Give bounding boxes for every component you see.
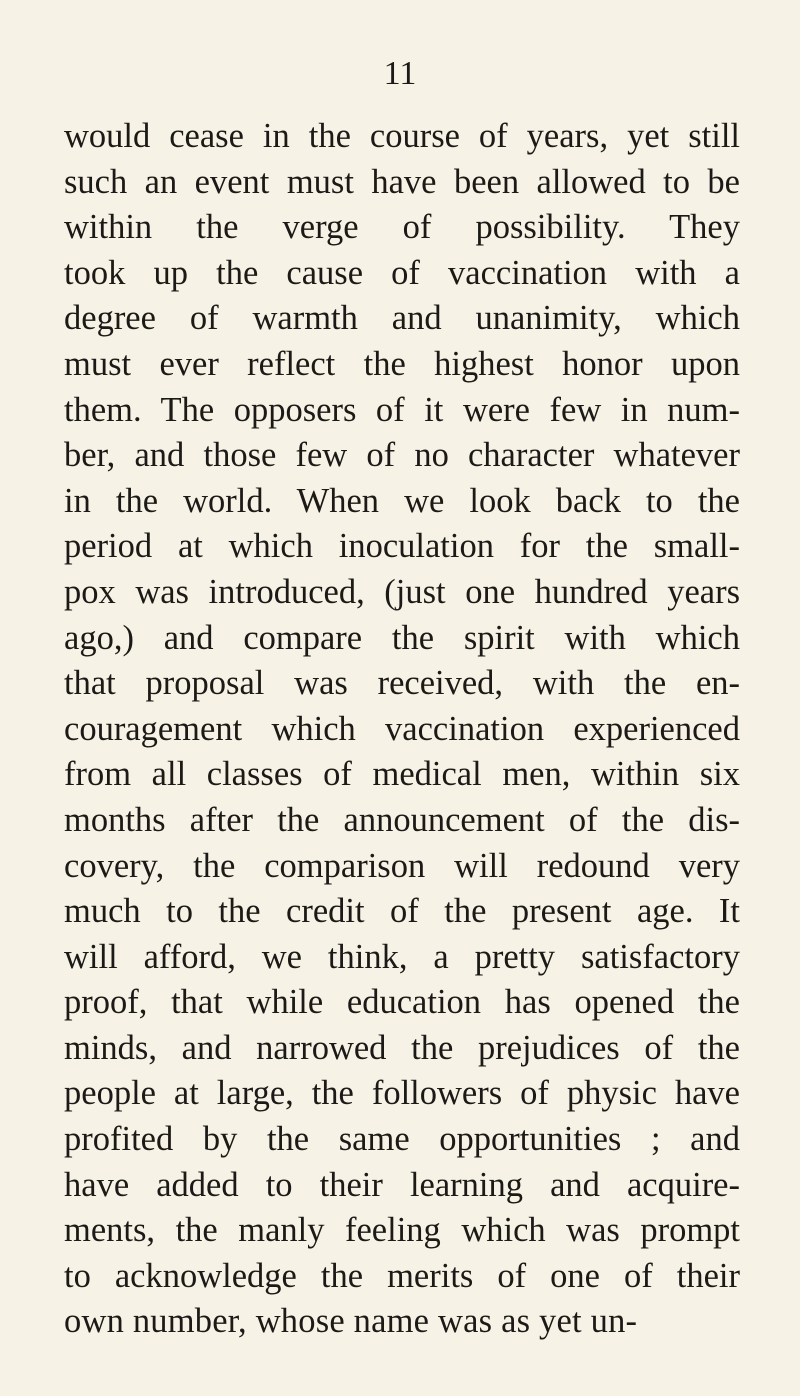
text-line: would cease in the course of years, yet still [64, 117, 740, 155]
text-line: degree of warmth and unanimity, which [64, 299, 740, 338]
text-line: ago,) and compare the spirit with which [64, 618, 740, 657]
text-line: that proposal was received, with the en- [64, 664, 740, 703]
text-line: period at which inoculation for the small- [64, 527, 740, 566]
text-line: have added to their learning and acquire- [64, 1165, 740, 1204]
text-line: from all classes of medical men, within six [64, 755, 740, 794]
text-line: people at large, the followers of physic have [64, 1074, 740, 1113]
text-line: to acknowledge the merits of one of their [64, 1256, 740, 1295]
text-line: covery, the comparison will redound very [64, 846, 740, 885]
page-number: 11 [383, 55, 417, 92]
text-line: couragement which vaccination experienced [64, 709, 740, 748]
text-line: such an event must have been allowed to be [64, 162, 740, 201]
text-line: much to the credit of the present age. It [64, 892, 740, 931]
text-line: ber, and those few of no character whatever [64, 436, 740, 475]
text-line: took up the cause of vaccination with a [64, 253, 740, 292]
body-text [64, 114, 740, 1345]
text-line: must ever reflect the highest honor upon [64, 344, 740, 383]
text-line: ments, the manly feeling which was prompt [64, 1211, 740, 1250]
text-line: proof, that while education has opened the [64, 983, 740, 1022]
text-line: minds, and narrowed the prejudices of the [64, 1028, 740, 1067]
text-line: within the verge of possibility. They [64, 208, 740, 247]
text-line: profited by the same opportunities ; and [64, 1120, 740, 1159]
text-line: own number, whose name was as yet un- [64, 1302, 638, 1341]
text-line: in the world. When we look back to the [64, 481, 740, 520]
text-line: pox was introduced, (just one hundred years [64, 572, 740, 611]
text-line: months after the announcement of the dis- [64, 800, 740, 839]
text-line: them. The opposers of it were few in num- [64, 390, 740, 429]
text-line: will afford, we think, a pretty satisfactory [64, 937, 740, 976]
